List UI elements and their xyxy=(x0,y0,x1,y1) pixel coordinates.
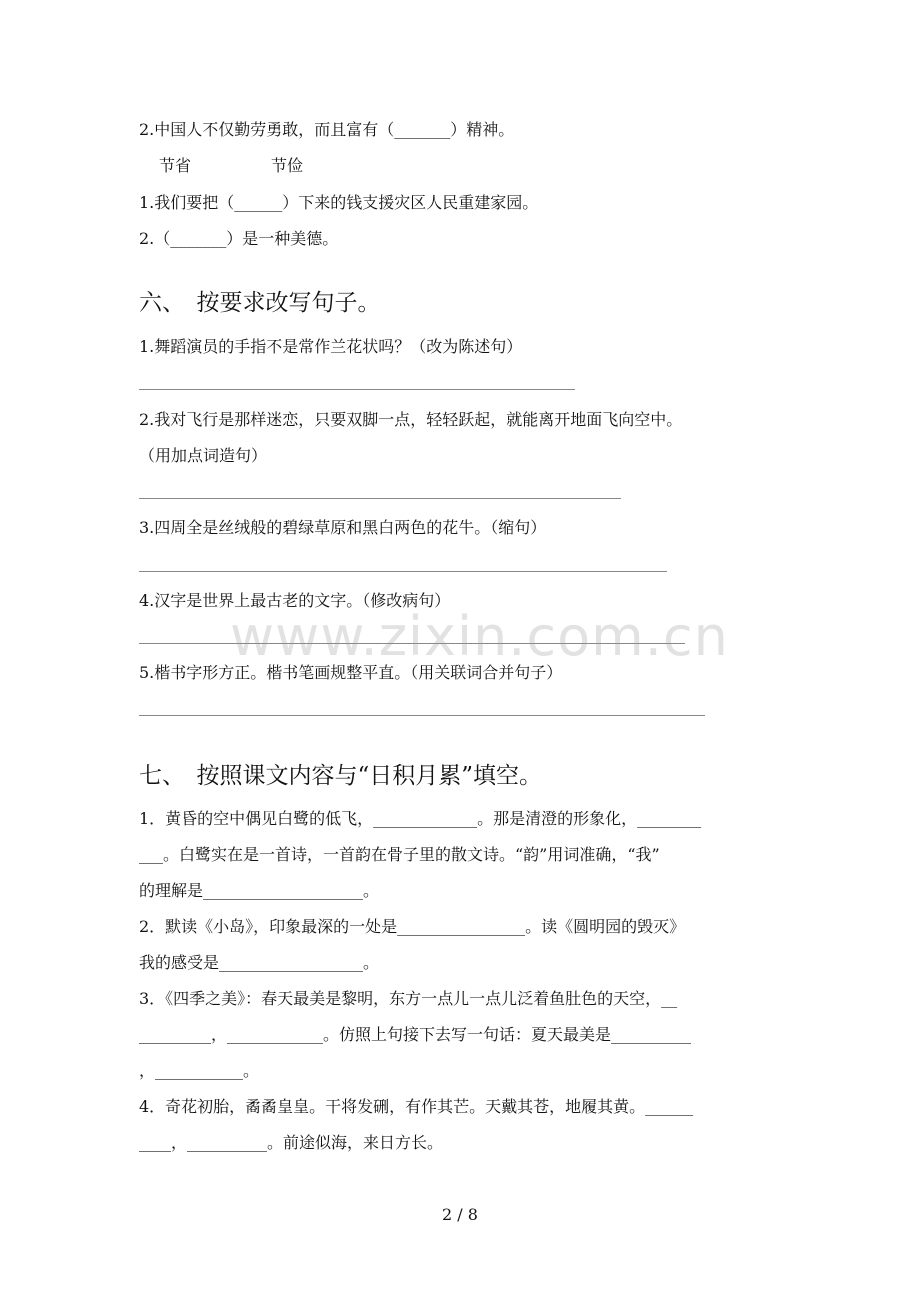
answer-line[interactable] xyxy=(139,389,575,390)
question-line: 2.我对飞行是那样迷恋，只要双脚一点，轻轻跃起，就能离开地面飞向空中。 xyxy=(139,410,683,429)
question-line: 2.（_______）是一种美德。 xyxy=(139,229,339,248)
question-line: 1.舞蹈演员的手指不是常作兰花状吗？（改为陈述句） xyxy=(139,337,523,356)
question-line: 4.汉字是世界上最古老的文字。（修改病句） xyxy=(139,591,451,610)
question-line: 我的感受是__________________。 xyxy=(139,953,380,972)
question-line: 5.楷书字形方正。楷书笔画规整平直。（用关联词合并句子） xyxy=(139,663,563,682)
question-line: 4．奇花初胎，矞矞皇皇。干将发硎，有作其芒。天戴其苍，地履其黄。______ xyxy=(139,1097,694,1116)
question-line: 3．《四季之美》：春天最美是黎明，东方一点儿一点儿泛着鱼肚色的天空，__ xyxy=(139,989,678,1008)
question-line: 1.我们要把（______）下来的钱支援灾区人民重建家园。 xyxy=(139,193,539,212)
answer-line[interactable] xyxy=(139,571,667,572)
section-heading-7: 七、 按照课文内容与“日积月累”填空。 xyxy=(139,763,543,789)
question-line: （用加点词造句） xyxy=(139,446,268,465)
question-line: 2.中国人不仅勤劳勇敢，而且富有（_______）精神。 xyxy=(139,120,515,139)
word-options: 节省 节俭 xyxy=(159,156,304,175)
question-line: _________，____________。仿照上句接下去写一句话：夏天最美是__________ xyxy=(139,1025,692,1044)
page-number: 2 / 8 xyxy=(442,1205,478,1224)
question-line: 的理解是____________________。 xyxy=(139,881,380,900)
question-line: ___。白鹭实在是一首诗，一首韵在骨子里的散文诗。“韵”用词准确，“我” xyxy=(139,845,660,864)
question-line: 3.四周全是丝绒般的碧绿草原和黑白两色的花牛。（缩句） xyxy=(139,518,547,537)
question-line: ，___________。 xyxy=(139,1061,260,1080)
answer-line[interactable] xyxy=(139,498,621,499)
question-line: 1．黄昏的空中偶见白鹭的低飞，_____________。那是清澄的形象化，________ xyxy=(139,809,702,828)
section-heading-6: 六、 按要求改写句子。 xyxy=(139,290,381,316)
watermark: www.zixin.com.cn xyxy=(230,605,729,668)
answer-line[interactable] xyxy=(139,715,705,716)
question-line: ____，__________。前途似海，来日方长。 xyxy=(139,1133,444,1152)
question-line: 2．默读《小岛》，印象最深的一处是________________。读《圆明园的毁灭》 xyxy=(139,917,686,936)
